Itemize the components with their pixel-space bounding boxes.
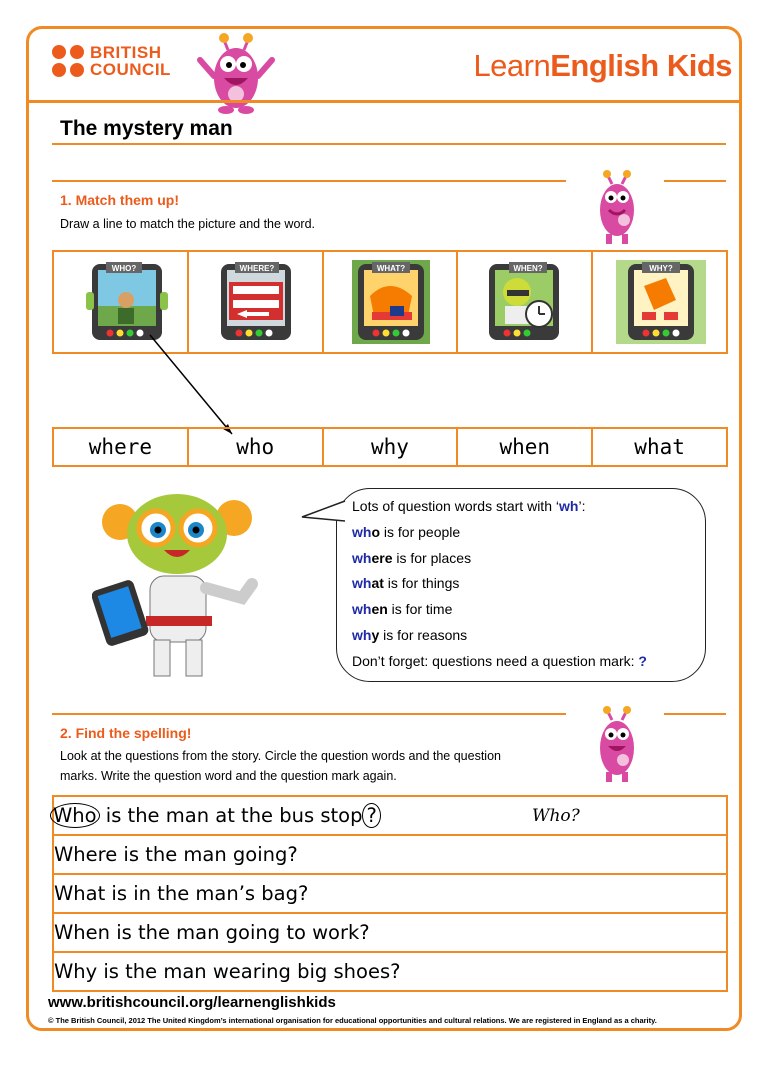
section1-instruction: Draw a line to match the picture and the word. [60, 217, 315, 231]
speech-bubble-tail [300, 495, 346, 525]
section2-rule [52, 713, 566, 715]
question-row-5[interactable]: Why is the man wearing big shoes? [53, 952, 727, 991]
question-row-2[interactable]: Where is the man going? [53, 835, 727, 874]
section2-heading: 2. Find the spelling! [60, 725, 192, 741]
word-where[interactable]: where [53, 428, 188, 466]
word-what[interactable]: what [592, 428, 727, 466]
what-picture-label: WHAT? [376, 264, 406, 273]
rule-who: who is for people [352, 523, 461, 540]
robot-girl-character-icon [92, 488, 332, 684]
question-row-3[interactable]: What is in the man’s bag? [53, 874, 727, 913]
question-row-4[interactable]: When is the man going to work? [53, 913, 727, 952]
page-title: The mystery man [60, 117, 233, 140]
who-picture-label: WHO? [112, 264, 137, 273]
rule-where: where is for places [352, 549, 472, 566]
picture-cell-when[interactable] [457, 251, 592, 353]
section1-rule-right [664, 180, 726, 182]
word-who[interactable]: who [188, 428, 323, 466]
question-1-text: Who is the man at the bus stop ? [54, 804, 381, 827]
answer-who: Who? [532, 806, 580, 826]
title-underline [52, 143, 726, 145]
section1-rule [52, 180, 566, 182]
circled-question-mark: ? [362, 803, 380, 828]
word-why[interactable]: why [323, 428, 458, 466]
when-picture-label: WHEN? [513, 264, 543, 273]
question-row-1[interactable] [53, 796, 727, 835]
section2-rule-right [664, 713, 726, 715]
monster-mascot-icon [196, 30, 276, 116]
bc-dots-icon [52, 45, 84, 77]
circled-who: Who [50, 803, 100, 828]
questions-table [52, 795, 728, 992]
wh-rules [352, 494, 647, 675]
british-council-logo [52, 44, 171, 78]
learnenglish-kids-logo: LearnEnglish Kids [473, 48, 732, 83]
brand-line-2: COUNCIL [90, 60, 171, 79]
question-mark-reminder: Don’t forget: questions need a question mark: ? [352, 652, 647, 669]
picture-cell-why[interactable] [592, 251, 727, 353]
brand-line-1: BRITISH [90, 43, 162, 62]
word-when[interactable]: when [457, 428, 592, 466]
footer-copyright: © The British Council, 2012 The United Kingdom’s international organisation for educational opportunities and cultural relations. We are registered in England as a charity. [48, 1016, 657, 1025]
monster-small-icon [586, 166, 648, 248]
where-picture-label: WHERE? [239, 264, 275, 273]
why-picture-label: WHY? [648, 264, 673, 273]
rule-what: what is for things [352, 575, 460, 592]
section2-instruction-2: marks. Write the question word and the question mark again. [60, 769, 397, 783]
section1-heading: 1. Match them up! [60, 192, 180, 208]
footer-url[interactable]: www.britishcouncil.org/learnenglishkids [48, 994, 336, 1011]
monster-small-icon-2 [586, 702, 648, 786]
word-row [52, 427, 728, 467]
rule-when: when is for time [352, 601, 453, 618]
section2-instruction-1: Look at the questions from the story. Circle the question words and the question [60, 749, 501, 763]
bubble-intro: Lots of question words start with ‘wh’: [352, 498, 586, 514]
rule-why: why is for reasons [352, 626, 468, 643]
picture-cell-what[interactable] [323, 251, 458, 353]
header-divider [28, 100, 740, 103]
